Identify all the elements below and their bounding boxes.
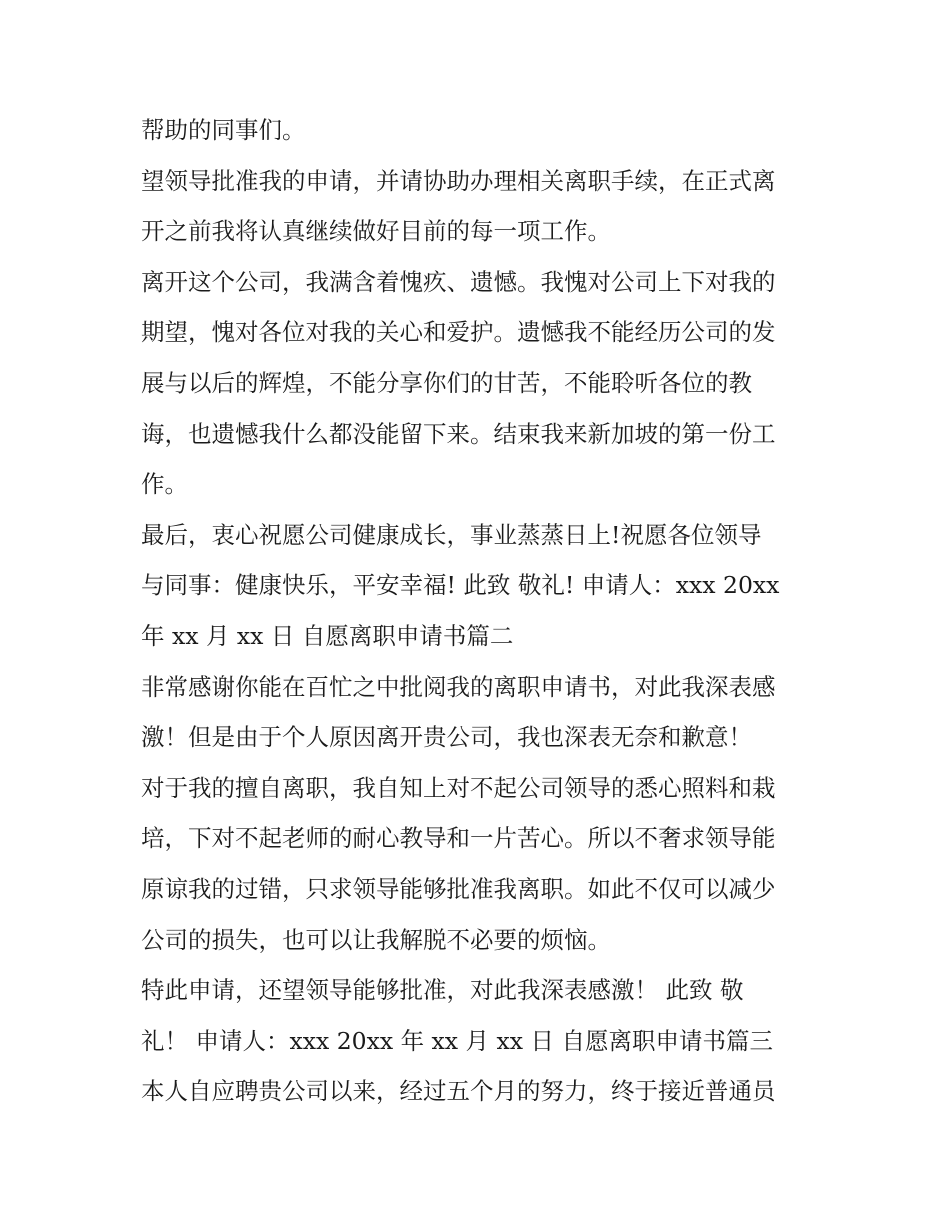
- text-line: 最后，衷心祝愿公司健康成长，事业蒸蒸日上!祝愿各位领导: [141, 520, 762, 549]
- text-line: 礼！ 申请人：xxx 20xx 年 xx 月 xx 日 自愿离职申请书篇三: [141, 1026, 773, 1055]
- text-line: 作。: [141, 470, 188, 499]
- text-line: 非常感谢你能在百忙之中批阅我的离职申请书，对此我深表感: [141, 672, 776, 701]
- text-line: 特此申请，还望领导能够批准，对此我深表感激！ 此致 敬: [141, 976, 744, 1005]
- text-line: 对于我的擅自离职，我自知上对不起公司领导的悉心照料和栽: [141, 773, 776, 802]
- text-line: 年 xx 月 xx 日 自愿离职申请书篇二: [141, 621, 514, 650]
- text-line: 本人自应聘贵公司以来，经过五个月的努力，终于接近普通员: [141, 1077, 776, 1106]
- text-line: 诲，也遗憾我什么都没能留下来。结束我来新加坡的第一份工: [141, 419, 776, 448]
- text-line: 望领导批准我的申请，并请协助办理相关离职手续，在正式离: [141, 166, 776, 195]
- text-line: 培，下对不起老师的耐心教导和一片苦心。所以不奢求领导能: [141, 824, 776, 853]
- text-line: 原谅我的过错，只求领导能够批准我离职。如此不仅可以减少: [141, 874, 776, 903]
- text-line: 展与以后的辉煌，不能分享你们的甘苦，不能聆听各位的教: [141, 368, 752, 397]
- document-body: [141, 105, 821, 1117]
- text-line: 激！但是由于个人原因离开贵公司，我也深表无奈和歉意！: [141, 723, 752, 752]
- text-line: 公司的损失，也可以让我解脱不必要的烦恼。: [141, 925, 611, 954]
- text-line: 帮助的同事们。: [141, 116, 306, 144]
- text-line: 离开这个公司，我满含着愧疚、遗憾。我愧对公司上下对我的: [141, 267, 776, 296]
- text-line: 期望，愧对各位对我的关心和爱护。遗憾我不能经历公司的发: [141, 318, 776, 347]
- text-line: 与同事：健康快乐，平安幸福! 此致 敬礼! 申请人：xxx 20xx: [141, 571, 780, 600]
- text-line: 开之前我将认真继续做好目前的每一项工作。: [141, 217, 611, 246]
